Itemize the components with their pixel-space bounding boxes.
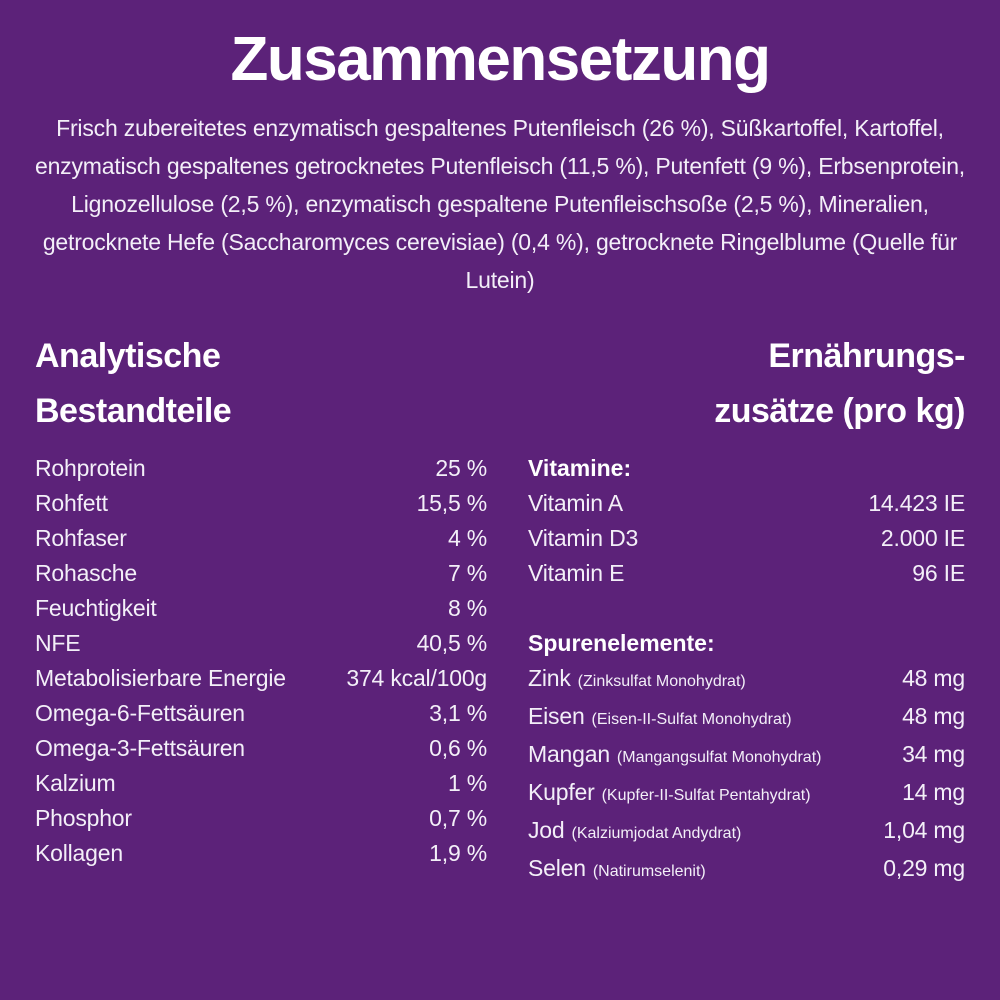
analytical-heading-line1: Analytische <box>35 337 221 375</box>
row-label <box>528 661 746 699</box>
ingredients-paragraph: Frisch zubereitetes enzymatisch gespaltenes Putenfleisch (26 %), Süßkartoffel, Kartoffel, enzymatisch gespaltenes getrocknetes Putenfleisch (11,5 %), Putenfett (9 %), Erbsenprotein, Lignozellulose (2,5 %), enzymatisch gespaltene Putenfleischsoße (2,5 %), Mineralien, getrocknete Hefe (Saccharomyces cerevisiae) (0,4 %), getrocknete Ringelblume (Quelle für Lutein) <box>35 115 965 293</box>
row-value: 374 kcal/100g <box>346 665 487 691</box>
columns <box>35 451 965 889</box>
trace-element-row <box>528 775 965 813</box>
row-value: 0,29 mg <box>883 855 965 881</box>
trace-element-name: Jod <box>528 817 565 843</box>
row-value: 96 IE <box>912 560 965 586</box>
row-label: Vitamin E <box>528 560 625 586</box>
row-label: Omega-3-Fettsäuren <box>35 735 245 761</box>
row-value: 48 mg <box>902 703 965 729</box>
row-value: 7 % <box>447 560 487 586</box>
analytical-row <box>35 486 487 521</box>
row-value: 15,5 % <box>416 490 487 516</box>
row-label: Omega-6-Fettsäuren <box>35 700 245 726</box>
analytical-row <box>35 661 487 696</box>
row-label: Vitamin A <box>528 490 623 516</box>
row-value: 34 mg <box>902 741 965 767</box>
analytical-row <box>35 696 487 731</box>
row-label: Kalzium <box>35 770 116 796</box>
trace-element-compound: (Kalziumjodat Andydrat) <box>571 825 742 842</box>
trace-element-name: Zink <box>528 665 571 691</box>
analytical-row <box>35 836 487 871</box>
row-value: 4 % <box>447 525 487 551</box>
vitamins-table <box>528 486 965 591</box>
analytical-heading-line2: Bestandteile <box>35 392 232 430</box>
row-label: NFE <box>35 630 81 656</box>
row-value: 3,1 % <box>429 700 487 726</box>
analytical-table <box>35 451 487 889</box>
trace-element-compound: (Eisen-II-Sulfat Monohydrat) <box>591 711 792 728</box>
trace-element-name: Mangan <box>528 741 610 767</box>
row-value: 14 mg <box>902 779 965 805</box>
vitamin-row <box>528 556 965 591</box>
trace-element-compound: (Kupfer-II-Sulfat Pentahydrat) <box>601 787 811 804</box>
trace-element-name: Eisen <box>528 703 585 729</box>
section-headings <box>35 329 965 439</box>
analytical-row <box>35 731 487 766</box>
additives-heading-line2: zusätze (pro kg) <box>714 392 965 430</box>
trace-element-name: Kupfer <box>528 779 595 805</box>
page-title: Zusammensetzung <box>230 25 770 94</box>
trace-element-compound: (Zinksulfat Monohydrat) <box>577 673 746 690</box>
trace-element-name: Selen <box>528 855 586 881</box>
row-label: Feuchtigkeit <box>35 595 157 621</box>
row-label: Rohfett <box>35 490 108 516</box>
analytical-heading <box>35 329 231 439</box>
row-value: 2.000 IE <box>880 525 965 551</box>
trace-elements-heading: Spurenelemente: <box>528 630 715 656</box>
analytical-row <box>35 766 487 801</box>
row-label <box>528 775 811 813</box>
additives-heading-line1: Ernährungs- <box>768 337 965 375</box>
analytical-row <box>35 801 487 836</box>
row-label <box>528 737 821 775</box>
vitamin-row <box>528 521 965 556</box>
row-value: 25 % <box>435 455 487 481</box>
row-value: 1,04 mg <box>883 817 965 843</box>
row-value: 40,5 % <box>416 630 487 656</box>
row-value: 48 mg <box>902 665 965 691</box>
trace-element-row <box>528 699 965 737</box>
analytical-row <box>35 521 487 556</box>
row-label <box>528 699 792 737</box>
row-value: 0,6 % <box>429 735 487 761</box>
row-value: 14.423 IE <box>868 490 965 516</box>
row-label: Kollagen <box>35 840 123 866</box>
analytical-row <box>35 626 487 661</box>
row-label: Phosphor <box>35 805 132 831</box>
vitamins-heading: Vitamine: <box>528 455 632 481</box>
additives-heading <box>714 329 965 439</box>
row-label <box>528 813 741 851</box>
vitamin-row <box>528 486 965 521</box>
row-label: Rohasche <box>35 560 137 586</box>
row-value: 1,9 % <box>429 840 487 866</box>
trace-element-compound: (Natirumselenit) <box>592 863 706 880</box>
trace-element-row <box>528 851 965 889</box>
trace-element-row <box>528 813 965 851</box>
row-label <box>528 851 706 889</box>
analytical-row <box>35 591 487 626</box>
row-value: 8 % <box>447 595 487 621</box>
row-value: 0,7 % <box>429 805 487 831</box>
analytical-row <box>35 451 487 486</box>
trace-element-row <box>528 737 965 775</box>
trace-element-row <box>528 661 965 699</box>
trace-element-compound: (Mangangsulfat Monohydrat) <box>616 749 822 766</box>
row-value: 1 % <box>447 770 487 796</box>
row-label: Vitamin D3 <box>528 525 639 551</box>
row-label: Rohprotein <box>35 455 146 481</box>
row-label: Rohfaser <box>35 525 127 551</box>
trace-elements-table <box>528 661 965 889</box>
row-label: Metabolisierbare Energie <box>35 665 286 691</box>
additives-table <box>528 451 965 889</box>
analytical-row <box>35 556 487 591</box>
